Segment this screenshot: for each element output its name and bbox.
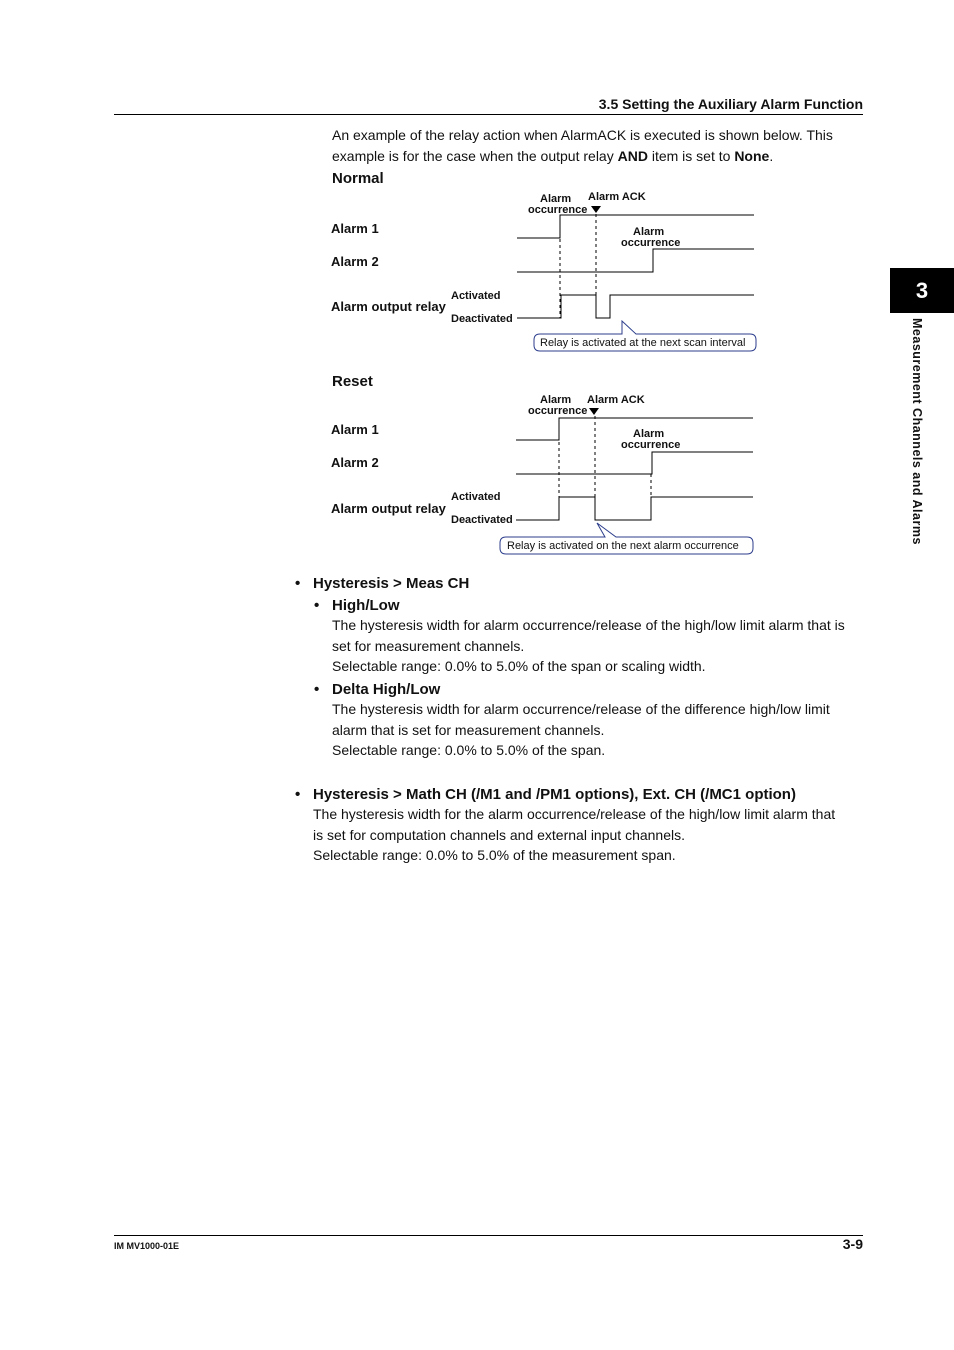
reset-alarm-occ-label-2: occurrence [528, 405, 588, 417]
normal-relay-label: Alarm output relay [331, 299, 446, 314]
normal-activated-label: Activated [451, 290, 501, 302]
normal-alarm2-occ-label-2: occurrence [621, 237, 681, 249]
intro-text-1: An example of the relay action when AlarmACK is executed is shown below. This example is for the case when the output relay [332, 127, 833, 164]
intro-and: AND [617, 148, 648, 164]
delta-line-1: The hysteresis width for alarm occurrence/release of the difference high/low limit [332, 701, 830, 717]
reset-alarm2-occ-label-2: occurrence [621, 439, 681, 451]
footer-rule [114, 1235, 863, 1236]
normal-relay-trace [517, 295, 754, 318]
reset-alarm1-label: Alarm 1 [331, 422, 379, 437]
chapter-side-label: Measurement Channels and Alarms [910, 318, 924, 545]
reset-relay-label: Alarm output relay [331, 501, 446, 516]
intro-text-2: item is set to [647, 148, 735, 164]
reset-alarm-occ-label-1: Alarm [540, 394, 572, 406]
high-low-description [332, 615, 872, 677]
high-low-line-1: The hysteresis width for alarm occurrence/release of the high/low limit alarm that is [332, 617, 845, 633]
hyst-math-line-2: is set for computation channels and external input channels. [313, 826, 686, 843]
hyst-math-description [313, 804, 868, 866]
normal-alarm-ack-label: Alarm ACK [588, 191, 646, 203]
reset-callout-text: Relay is activated on the next alarm occurrence [507, 540, 739, 552]
normal-timing-diagram [0, 0, 954, 360]
high-low-heading: High/Low [332, 597, 400, 614]
normal-alarm2-occ-label-1: Alarm [633, 226, 665, 238]
hyst-math-heading: Hysteresis > Math CH (/M1 and /PM1 options), Ext. CH (/MC1 option) [313, 786, 796, 803]
reset-ack-arrow-icon [589, 408, 599, 415]
hyst-math-range: Selectable range: 0.0% to 5.0% of the measurement span. [313, 847, 676, 863]
high-low-range: Selectable range: 0.0% to 5.0% of the span or scaling width. [332, 658, 706, 674]
normal-alarm2-label: Alarm 2 [331, 254, 379, 269]
intro-none: None [734, 148, 770, 164]
delta-line-2: alarm that is set for measurement channels. [332, 721, 605, 738]
section-title: 3.5 Setting the Auxiliary Alarm Function [598, 96, 863, 112]
reset-heading: Reset [332, 373, 373, 390]
delta-description [332, 699, 872, 761]
normal-alarm-occ-label-1: Alarm [540, 193, 572, 205]
hyst-meas-heading: Hysteresis > Meas CH [313, 575, 470, 592]
reset-alarm2-label: Alarm 2 [331, 455, 379, 470]
reset-alarm2-occ-label-1: Alarm [633, 428, 665, 440]
hyst-math-line-1: The hysteresis width for the alarm occurrence/release of the high/low limit alarm that [313, 806, 836, 822]
hyst-meas-bullet: • [295, 575, 301, 592]
reset-relay-trace [516, 497, 753, 520]
intro-text-3: . [769, 148, 774, 164]
normal-ack-arrow-icon [591, 206, 601, 213]
hyst-math-bullet: • [295, 786, 301, 803]
normal-alarm-occ-label-2: occurrence [528, 204, 588, 216]
footer-page-number: 3-9 [842, 1236, 863, 1252]
normal-deactivated-label: Deactivated [451, 313, 513, 325]
reset-activated-label: Activated [451, 491, 501, 503]
delta-bullet: • [314, 681, 320, 698]
normal-alarm2-trace [517, 249, 754, 272]
footer-doc-id: IM MV1000-01E [114, 1241, 180, 1251]
high-low-line-2: set for measurement channels. [332, 637, 525, 654]
reset-alarm-ack-label: Alarm ACK [587, 394, 645, 406]
reset-timing-diagram [0, 380, 954, 560]
delta-range: Selectable range: 0.0% to 5.0% of the span. [332, 742, 606, 758]
high-low-bullet: • [314, 597, 320, 614]
delta-heading: Delta High/Low [332, 681, 441, 698]
reset-alarm2-trace [516, 452, 753, 474]
chapter-tab: 3 [890, 268, 954, 313]
reset-deactivated-label: Deactivated [451, 514, 513, 526]
normal-callout-text: Relay is activated at the next scan interval [540, 337, 746, 349]
normal-alarm1-label: Alarm 1 [331, 221, 379, 236]
normal-heading: Normal [332, 170, 384, 187]
